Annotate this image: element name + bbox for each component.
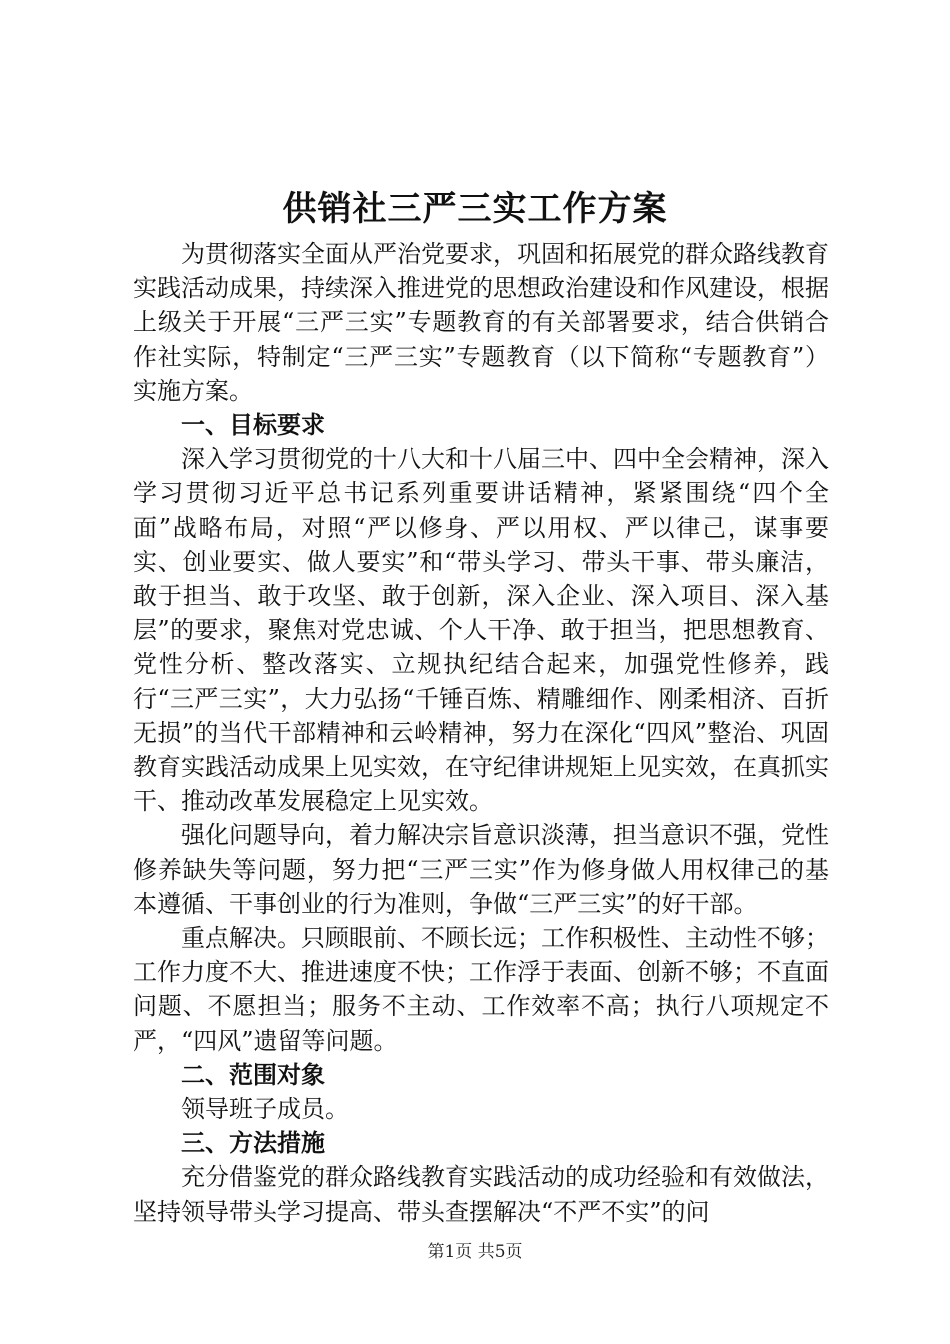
document-title: 供销社三严三实工作方案 [282, 189, 668, 229]
page-number-footer: 第1页 共5页 [427, 1242, 523, 1262]
methods-paragraph: 充分借鉴党的群众路线教育实践活动的成功经验和有效做法，坚持领导带头学习提高、带头查摆解决“不严不实”的问 [133, 1163, 829, 1226]
document-body [133, 237, 829, 1229]
goals-paragraph-1: 深入学习贯彻党的十八大和十八届三中、四中全会精神，深入学习贯彻习近平总书记系列重要讲话精神，紧紧围绕“四个全面”战略布局，对照“严以修身、严以用权、严以律己，谋事要实、创业要实、做人要实”和“带头学习、带头干事、带头廉洁，敢于担当、敢于攻坚、敢于创新，深入企业、深入项目、深入基层”的要求，聚焦对党忠诚、个人干净、敢于担当，把思想教育、党性分析、整改落实、立规执纪结合起来，加强党性修养，践行“三严三实”，大力弘扬“千锤百炼、精雕细作、刚柔相济、百折无损”的当代干部精神和云岭精神，努力在深化“四风”整治、巩固教育实践活动成果上见实效，在守纪律讲规矩上见实效，在真抓实干、推动改革发展稳定上见实效。 [133, 445, 829, 816]
scope-paragraph: 领导班子成员。 [181, 1095, 349, 1124]
goals-paragraph-3: 重点解决。只顾眼前、不顾长远；工作积极性、主动性不够；工作力度不大、推进速度不快；工作浮于表面、创新不够；不直面问题、不愿担当；服务不主动、工作效率不高；执行八项规定不严，“四风”遗留等问题。 [133, 924, 829, 1055]
intro-paragraph: 为贯彻落实全面从严治党要求，巩固和拓展党的群众路线教育实践活动成果，持续深入推进党的思想政治建设和作风建设，根据上级关于开展“三严三实”专题教育的有关部署要求，结合供销合作社实际，特制定“三严三实”专题教育（以下简称“专题教育”）实施方案。 [133, 240, 829, 405]
section-heading-scope: 二、范围对象 [181, 1060, 325, 1089]
section-heading-methods: 三、方法措施 [181, 1129, 325, 1158]
section-heading-goals: 一、目标要求 [181, 411, 325, 440]
goals-paragraph-2: 强化问题导向，着力解决宗旨意识淡薄，担当意识不强，党性修养缺失等问题，努力把“三严三实”作为修身做人用权律己的基本遵循、干事创业的行为准则，争做“三严三实”的好干部。 [133, 821, 829, 918]
